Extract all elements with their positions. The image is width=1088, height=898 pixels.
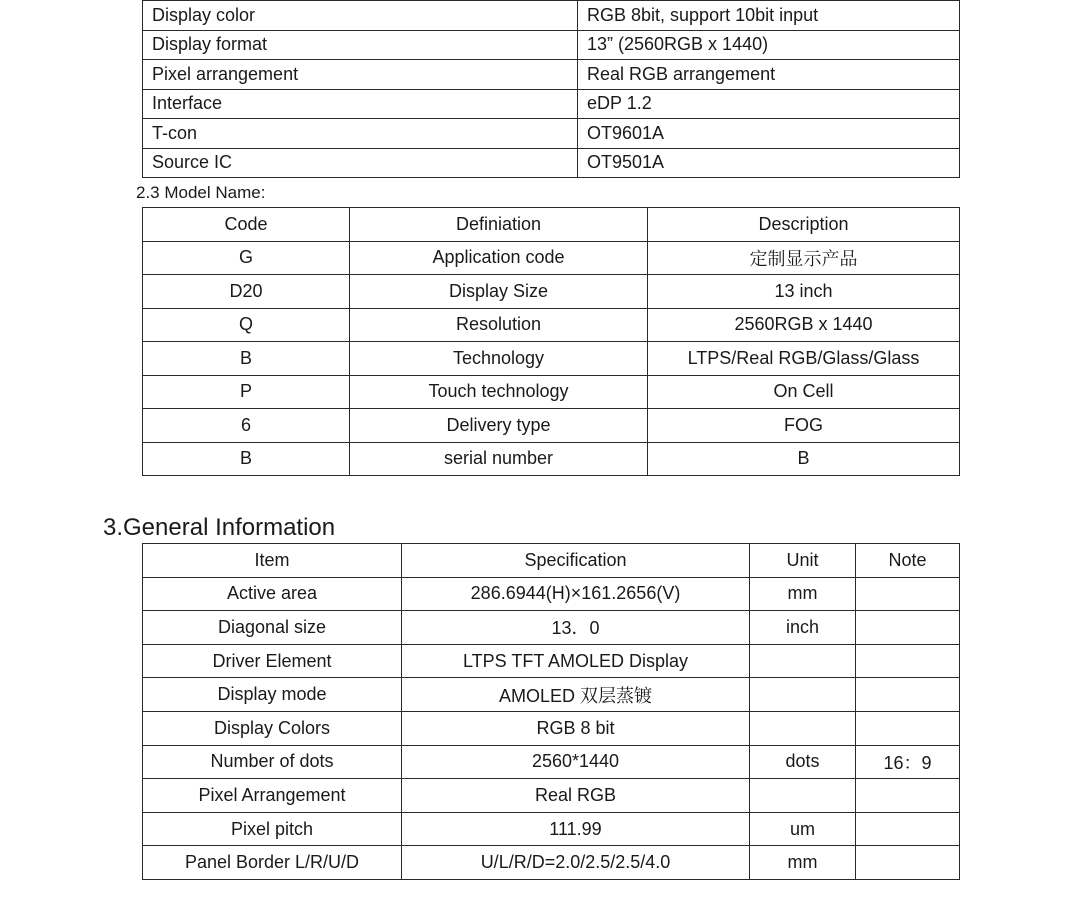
display-spec-table xyxy=(142,0,960,178)
item-cell: Display Colors xyxy=(143,711,402,745)
spec-value: eDP 1.2 xyxy=(578,89,960,119)
table-header-row xyxy=(143,208,960,242)
description-cell: 2560RGB x 1440 xyxy=(648,308,960,342)
column-header-description: Description xyxy=(648,208,960,242)
table-row xyxy=(143,1,960,31)
table-row xyxy=(143,375,960,409)
item-cell: Driver Element xyxy=(143,644,402,678)
unit-cell xyxy=(750,644,856,678)
table-row xyxy=(143,342,960,376)
model-name-table xyxy=(142,207,960,476)
definition-cell: Display Size xyxy=(350,275,648,309)
table-row xyxy=(143,779,960,813)
spec-label: Pixel arrangement xyxy=(143,60,578,90)
specification-cell: 286.6944(H)×161.2656(V) xyxy=(402,577,750,611)
description-cell: 13 inch xyxy=(648,275,960,309)
code-cell: G xyxy=(143,241,350,275)
unit-cell: mm xyxy=(750,846,856,880)
unit-cell: mm xyxy=(750,577,856,611)
note-cell xyxy=(856,577,960,611)
table-row xyxy=(143,89,960,119)
code-cell: P xyxy=(143,375,350,409)
column-header-unit: Unit xyxy=(750,544,856,578)
spec-label: Interface xyxy=(143,89,578,119)
specification-cell: 111.99 xyxy=(402,812,750,846)
table-row xyxy=(143,275,960,309)
definition-cell: Application code xyxy=(350,241,648,275)
item-cell: Pixel pitch xyxy=(143,812,402,846)
specification-cell: U/L/R/D=2.0/2.5/2.5/4.0 xyxy=(402,846,750,880)
table-row xyxy=(143,409,960,443)
code-cell: 6 xyxy=(143,409,350,443)
table-row xyxy=(143,30,960,60)
column-header-definition: Definiation xyxy=(350,208,648,242)
general-information-heading: 3.General Information xyxy=(103,514,336,541)
note-cell xyxy=(856,812,960,846)
definition-cell: Touch technology xyxy=(350,375,648,409)
spec-value: OT9501A xyxy=(578,148,960,178)
spec-value: OT9601A xyxy=(578,119,960,149)
note-cell xyxy=(856,779,960,813)
definition-cell: Technology xyxy=(350,342,648,376)
code-cell: D20 xyxy=(143,275,350,309)
description-cell: On Cell xyxy=(648,375,960,409)
note-cell xyxy=(856,711,960,745)
definition-cell: Delivery type xyxy=(350,409,648,443)
unit-cell xyxy=(750,678,856,712)
spec-label: T-con xyxy=(143,119,578,149)
table-row xyxy=(143,644,960,678)
item-cell: Display mode xyxy=(143,678,402,712)
definition-cell: serial number xyxy=(350,442,648,476)
column-header-specification: Specification xyxy=(402,544,750,578)
description-cell: LTPS/Real RGB/Glass/Glass xyxy=(648,342,960,376)
specification-cell: 2560*1440 xyxy=(402,745,750,779)
table-row xyxy=(143,846,960,880)
table-row xyxy=(143,60,960,90)
item-cell: Number of dots xyxy=(143,745,402,779)
item-cell: Pixel Arrangement xyxy=(143,779,402,813)
table-row xyxy=(143,442,960,476)
spec-label: Source IC xyxy=(143,148,578,178)
specification-cell: 13．0 xyxy=(402,611,750,645)
spec-value: 13” (2560RGB x 1440) xyxy=(578,30,960,60)
table-row xyxy=(143,577,960,611)
column-header-code: Code xyxy=(143,208,350,242)
table-row xyxy=(143,678,960,712)
table-row xyxy=(143,745,960,779)
model-name-heading: 2.3 Model Name: xyxy=(136,183,266,202)
table-row xyxy=(143,711,960,745)
item-cell: Diagonal size xyxy=(143,611,402,645)
spec-value: Real RGB arrangement xyxy=(578,60,960,90)
code-cell: B xyxy=(143,342,350,376)
specification-cell: Real RGB xyxy=(402,779,750,813)
unit-cell xyxy=(750,711,856,745)
specification-cell: AMOLED 双层蒸镀 xyxy=(402,678,750,712)
table-row xyxy=(143,308,960,342)
description-cell: 定制显示产品 xyxy=(648,241,960,275)
description-cell: FOG xyxy=(648,409,960,443)
table-row xyxy=(143,241,960,275)
general-information-table xyxy=(142,543,960,880)
column-header-item: Item xyxy=(143,544,402,578)
unit-cell xyxy=(750,779,856,813)
spec-label: Display format xyxy=(143,30,578,60)
note-cell: 16：9 xyxy=(856,745,960,779)
note-cell xyxy=(856,678,960,712)
note-cell xyxy=(856,846,960,880)
column-header-note: Note xyxy=(856,544,960,578)
spec-value: RGB 8bit, support 10bit input xyxy=(578,1,960,31)
definition-cell: Resolution xyxy=(350,308,648,342)
code-cell: Q xyxy=(143,308,350,342)
table-header-row xyxy=(143,544,960,578)
item-cell: Active area xyxy=(143,577,402,611)
specification-cell: LTPS TFT AMOLED Display xyxy=(402,644,750,678)
table-row xyxy=(143,119,960,149)
specification-cell: RGB 8 bit xyxy=(402,711,750,745)
unit-cell: inch xyxy=(750,611,856,645)
table-row xyxy=(143,611,960,645)
description-cell: B xyxy=(648,442,960,476)
item-cell: Panel Border L/R/U/D xyxy=(143,846,402,880)
note-cell xyxy=(856,611,960,645)
table-row xyxy=(143,812,960,846)
code-cell: B xyxy=(143,442,350,476)
table-row xyxy=(143,148,960,178)
spec-label: Display color xyxy=(143,1,578,31)
unit-cell: dots xyxy=(750,745,856,779)
note-cell xyxy=(856,644,960,678)
unit-cell: um xyxy=(750,812,856,846)
